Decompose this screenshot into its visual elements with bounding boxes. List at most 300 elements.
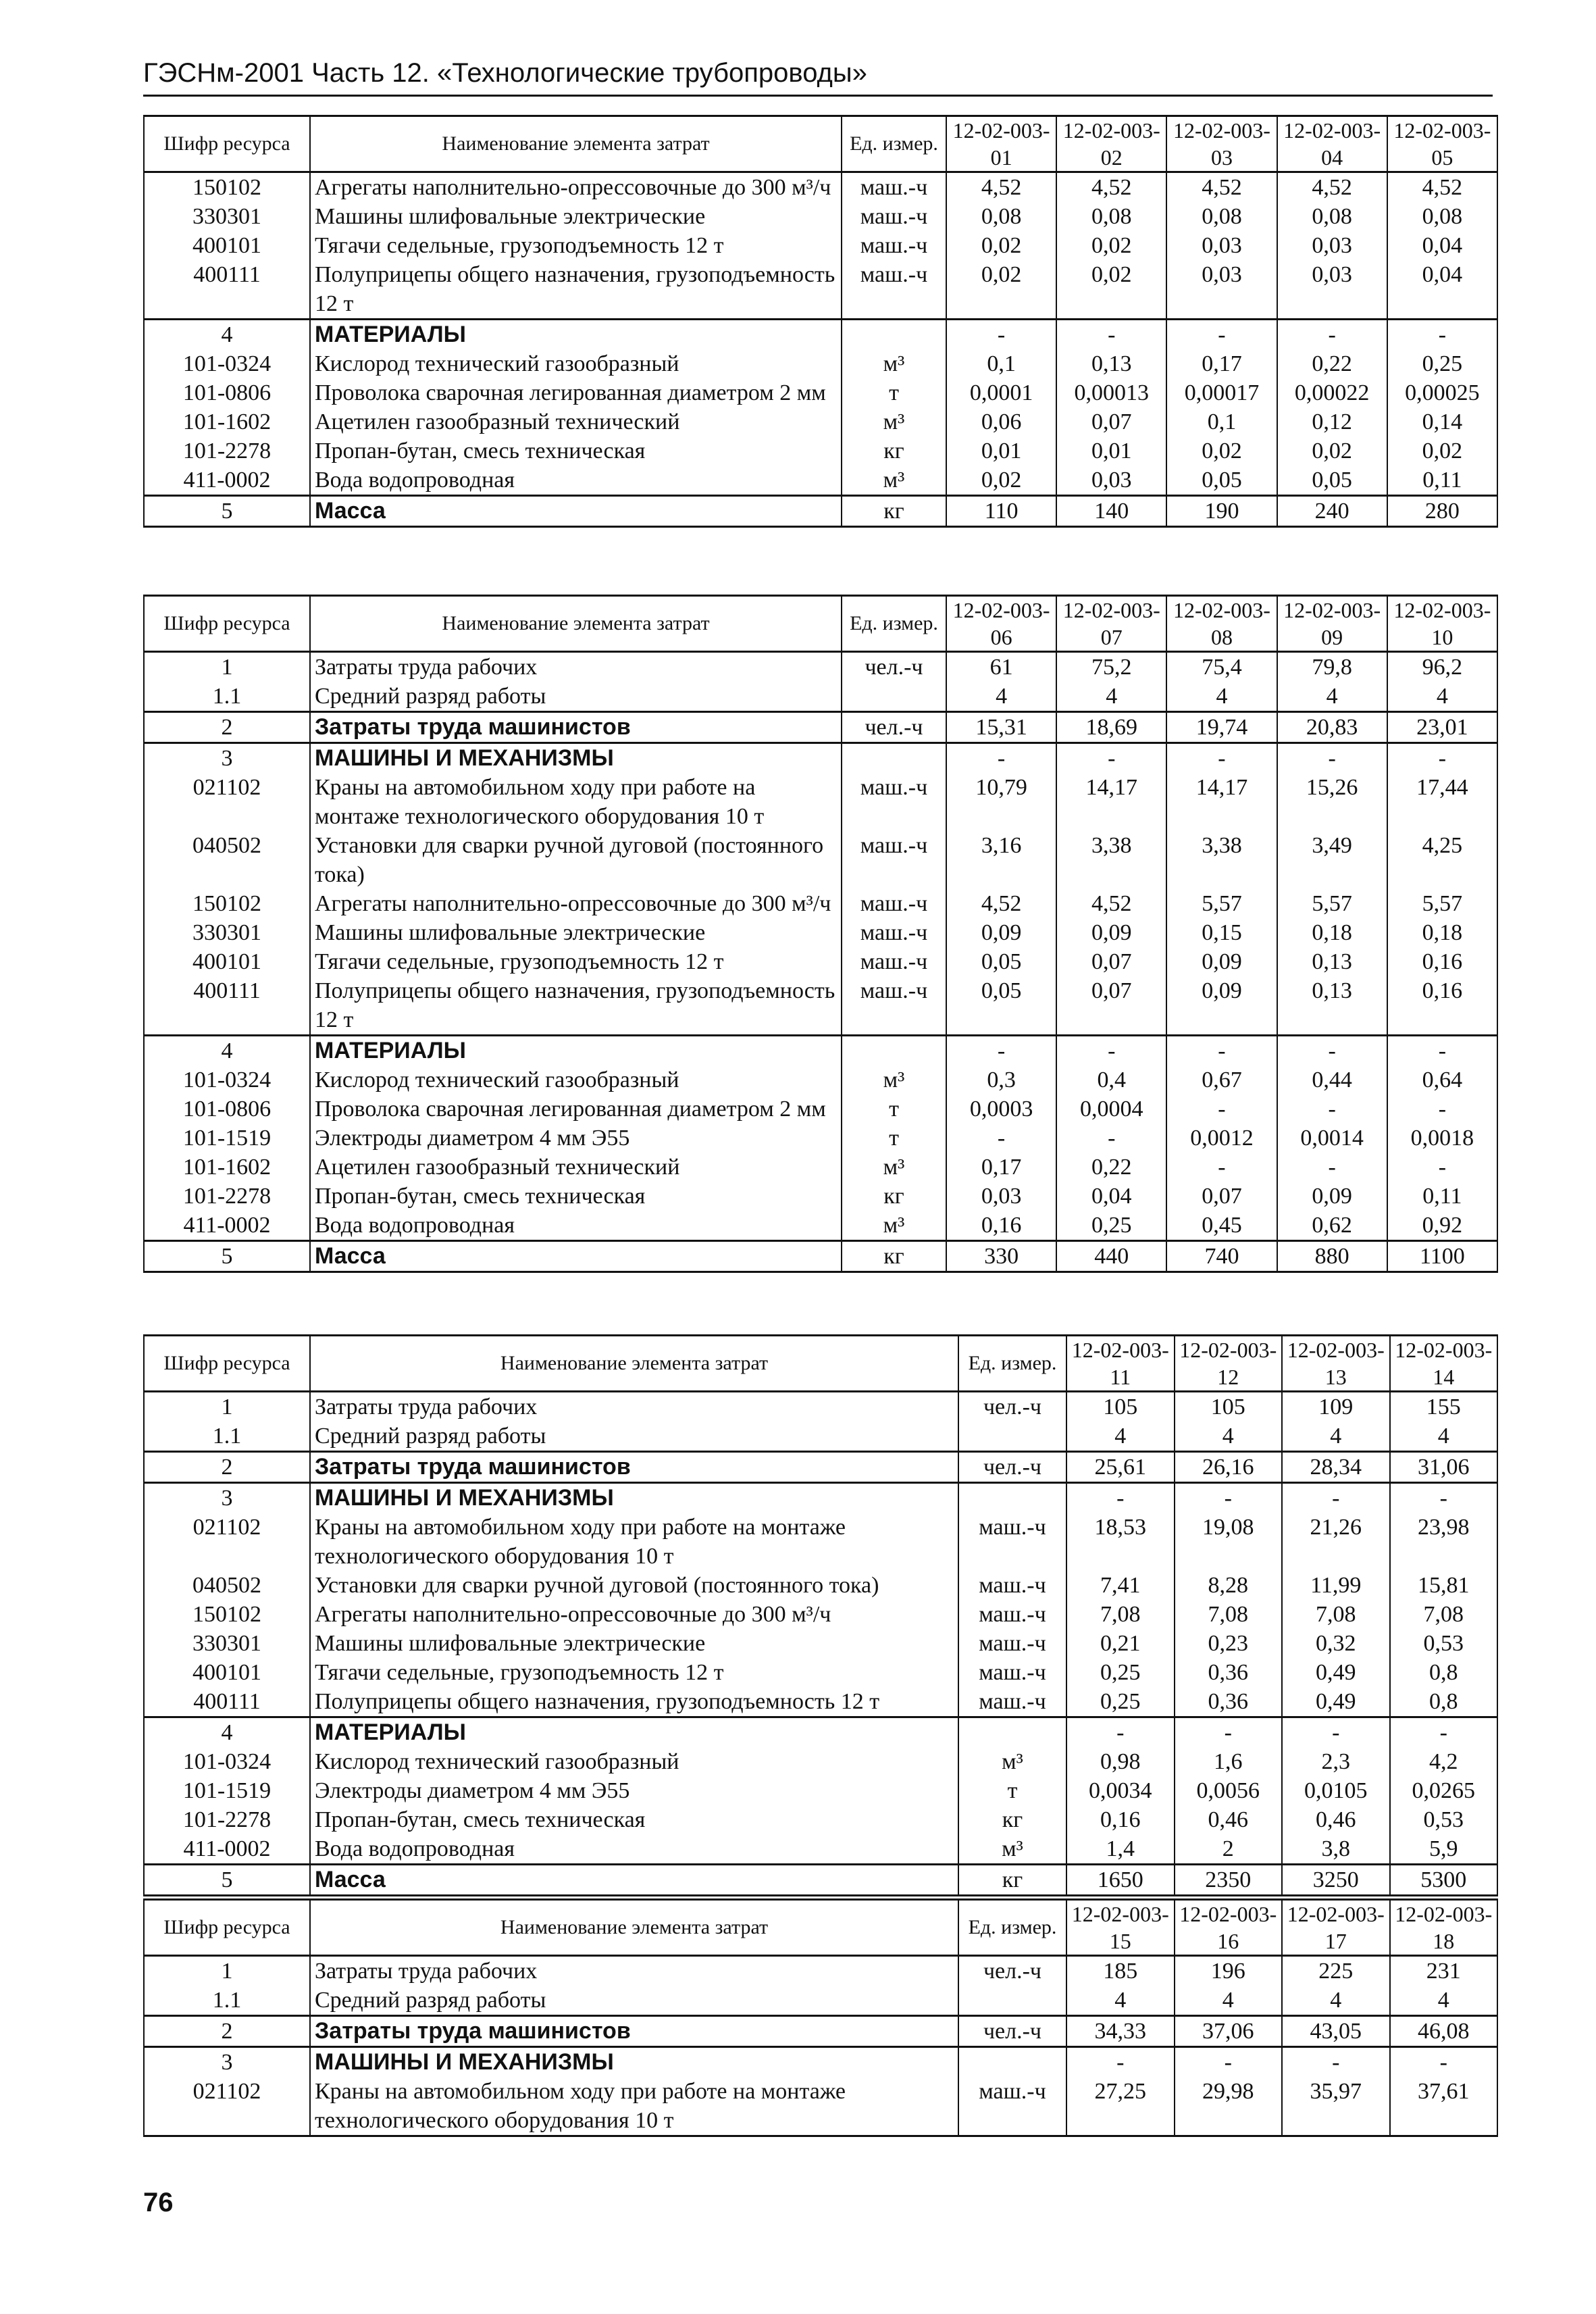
unit (842, 743, 946, 774)
resource-code: 3 (144, 1483, 310, 1513)
cost-element-name: Средний разряд работы (310, 1422, 958, 1452)
norm-value: 0,25 (1056, 1211, 1166, 1241)
norm-value: 23,01 (1387, 712, 1497, 743)
norm-value: 330 (946, 1241, 1056, 1272)
norm-value: 7,41 (1066, 1571, 1175, 1600)
header-norm-code: 12-02-003-08 (1166, 596, 1277, 652)
table-row (144, 1065, 1497, 1095)
norm-value: 37,61 (1390, 2077, 1498, 2136)
norm-value: 27,25 (1066, 2077, 1175, 2136)
unit: чел.-ч (958, 1392, 1066, 1422)
table-row (144, 1717, 1497, 1748)
resource-code: 021102 (144, 773, 310, 831)
norm-value: 0,13 (1277, 947, 1387, 976)
unit: маш.-ч (958, 1658, 1066, 1687)
header-cost-element: Наименование элемента затрат (310, 116, 842, 172)
unit: т (842, 1124, 946, 1153)
resource-code: 101-0324 (144, 349, 310, 378)
resource-code: 4 (144, 1036, 310, 1066)
cost-element-name: Установки для сварки ручной дуговой (постоянного тока) (310, 1571, 958, 1600)
norm-value: 0,92 (1387, 1211, 1497, 1241)
unit (842, 682, 946, 712)
table-row (144, 1241, 1497, 1272)
norm-value: 0,05 (946, 947, 1056, 976)
norm-value: - (1282, 1483, 1390, 1513)
cost-element-name: Затраты труда рабочих (310, 652, 842, 682)
norm-value: 0,05 (1277, 466, 1387, 496)
cost-element-name: МАТЕРИАЛЫ (310, 1036, 842, 1066)
norm-value: 0,11 (1387, 1182, 1497, 1211)
table-row (144, 1153, 1497, 1182)
norm-value: 225 (1282, 1956, 1390, 1986)
norm-value: 4,52 (946, 889, 1056, 918)
resource-code: 150102 (144, 1600, 310, 1629)
norm-value: 0,16 (946, 1211, 1056, 1241)
norm-value: 0,25 (1066, 1687, 1175, 1717)
norm-value: 4 (1066, 1986, 1175, 2016)
norm-value: - (1056, 320, 1166, 350)
resource-code: 5 (144, 496, 310, 527)
cost-element-name: Пропан-бутан, смесь техническая (310, 1182, 842, 1211)
norm-value: 3,38 (1056, 831, 1166, 889)
norm-value: - (1056, 1036, 1166, 1066)
table-row (144, 1776, 1497, 1805)
norm-value: 29,98 (1175, 2077, 1283, 2136)
resource-code: 400101 (144, 947, 310, 976)
norm-value: 4,25 (1387, 831, 1497, 889)
table-row (144, 2016, 1497, 2047)
norm-value: 4,52 (1277, 172, 1387, 203)
norm-value: 0,04 (1387, 231, 1497, 260)
resource-code: 411-0002 (144, 1834, 310, 1865)
norm-value: 0,08 (1166, 202, 1277, 231)
cost-element-name: Масса (310, 496, 842, 527)
norm-value: 0,45 (1166, 1211, 1277, 1241)
table-row (144, 320, 1497, 350)
header-norm-code: 12-02-003-11 (1066, 1336, 1175, 1392)
norm-value: 0,12 (1277, 407, 1387, 436)
unit: маш.-ч (958, 1687, 1066, 1717)
cost-element-name: Полуприцепы общего назначения, грузоподъемность 12 т (310, 260, 842, 320)
resource-code: 101-2278 (144, 1805, 310, 1834)
norm-value: 0,00013 (1056, 378, 1166, 407)
norm-value: 7,08 (1066, 1600, 1175, 1629)
norm-value: 61 (946, 652, 1056, 682)
norm-value: 4 (1387, 682, 1497, 712)
norm-value: 0,53 (1390, 1805, 1498, 1834)
norm-value: - (1387, 743, 1497, 774)
unit: м³ (842, 407, 946, 436)
norm-value: 0,13 (1056, 349, 1166, 378)
cost-element-name: Затраты труда машинистов (310, 2016, 958, 2047)
norm-value: 7,08 (1282, 1600, 1390, 1629)
norm-value: 0,02 (1166, 436, 1277, 466)
norm-value: 0,01 (946, 436, 1056, 466)
unit: кг (842, 436, 946, 466)
norm-value: 23,98 (1390, 1513, 1498, 1571)
norm-value: 0,0265 (1390, 1776, 1498, 1805)
norm-value: - (1390, 1483, 1498, 1513)
norm-value: 0,21 (1066, 1629, 1175, 1658)
norm-value: 0,16 (1066, 1805, 1175, 1834)
norm-value: 0,14 (1387, 407, 1497, 436)
unit: м³ (842, 466, 946, 496)
norm-value: 185 (1066, 1956, 1175, 1986)
header-resource-code: Шифр ресурса (144, 596, 310, 652)
cost-element-name: Кислород технический газообразный (310, 1747, 958, 1776)
resource-code: 3 (144, 2047, 310, 2078)
header-unit: Ед. измер. (958, 1336, 1066, 1392)
norm-value: - (1166, 1095, 1277, 1124)
cost-element-name: Средний разряд работы (310, 1986, 958, 2016)
unit: т (842, 378, 946, 407)
cost-element-name: Краны на автомобильном ходу при работе на монтаже технологического оборудования 10 т (310, 1513, 958, 1571)
cost-element-name: Проволока сварочная легированная диаметром 2 мм (310, 378, 842, 407)
norm-value: - (1282, 2047, 1390, 2078)
cost-element-name: Агрегаты наполнительно-опрессовочные до 300 м³/ч (310, 1600, 958, 1629)
norm-value: 4 (1175, 1986, 1283, 2016)
table-row (144, 1956, 1497, 1986)
cost-element-name: Агрегаты наполнительно-опрессовочные до 300 м³/ч (310, 172, 842, 203)
table-row (144, 1629, 1497, 1658)
norm-value: 0,02 (946, 231, 1056, 260)
table-row (144, 1600, 1497, 1629)
norm-value: 79,8 (1277, 652, 1387, 682)
resource-code: 4 (144, 320, 310, 350)
header-norm-code: 12-02-003-13 (1282, 1336, 1390, 1392)
norm-value: 0,49 (1282, 1658, 1390, 1687)
unit: маш.-ч (842, 172, 946, 203)
table-row (144, 773, 1497, 831)
table-row (144, 1747, 1497, 1776)
norm-value: 37,06 (1175, 2016, 1283, 2047)
table-header-row (144, 1900, 1497, 1956)
norm-value: 0,46 (1175, 1805, 1283, 1834)
norm-value: - (1175, 1483, 1283, 1513)
table-row (144, 1658, 1497, 1687)
norm-value: 5,57 (1277, 889, 1387, 918)
resource-code: 330301 (144, 1629, 310, 1658)
resource-code: 330301 (144, 202, 310, 231)
norm-value: 0,25 (1066, 1658, 1175, 1687)
norm-value: 0,67 (1166, 1065, 1277, 1095)
norm-value: 0,0018 (1387, 1124, 1497, 1153)
norm-value: - (1387, 1036, 1497, 1066)
table-row (144, 407, 1497, 436)
resource-code: 101-1519 (144, 1776, 310, 1805)
norm-value: 4 (1390, 1422, 1498, 1452)
table-row (144, 1095, 1497, 1124)
header-norm-code: 12-02-003-05 (1387, 116, 1497, 172)
header-norm-code: 12-02-003-07 (1056, 596, 1166, 652)
resource-code: 101-1602 (144, 1153, 310, 1182)
norm-value: 0,07 (1056, 407, 1166, 436)
table-row (144, 202, 1497, 231)
norm-value: 0,08 (1387, 202, 1497, 231)
norm-value: 0,01 (1056, 436, 1166, 466)
unit: маш.-ч (958, 1513, 1066, 1571)
norm-value: 0,17 (1166, 349, 1277, 378)
table-row (144, 682, 1497, 712)
table-row (144, 1211, 1497, 1241)
unit: т (842, 1095, 946, 1124)
norm-value: 0,02 (1387, 436, 1497, 466)
norm-value: 105 (1066, 1392, 1175, 1422)
header-resource-code: Шифр ресурса (144, 1336, 310, 1392)
norm-value: 75,2 (1056, 652, 1166, 682)
table-row (144, 831, 1497, 889)
norm-value: 0,04 (1387, 260, 1497, 320)
norm-value: - (1166, 1036, 1277, 1066)
unit: м³ (958, 1834, 1066, 1865)
norm-value: - (1277, 1095, 1387, 1124)
unit: маш.-ч (842, 831, 946, 889)
unit: маш.-ч (958, 2077, 1066, 2136)
unit (842, 320, 946, 350)
norm-value: 0,00017 (1166, 378, 1277, 407)
table-row (144, 743, 1497, 774)
norm-value: - (1166, 320, 1277, 350)
unit: маш.-ч (842, 773, 946, 831)
page-number: 76 (143, 2188, 174, 2217)
cost-element-name: Затраты труда машинистов (310, 1452, 958, 1483)
cost-element-name: Тягачи седельные, грузоподъемность 12 т (310, 1658, 958, 1687)
norm-value: 880 (1277, 1241, 1387, 1272)
header-norm-code: 12-02-003-14 (1390, 1336, 1498, 1392)
unit: м³ (842, 1153, 946, 1182)
norm-value: 0,15 (1166, 918, 1277, 947)
cost-element-name: Электроды диаметром 4 мм Э55 (310, 1124, 842, 1153)
norm-value: 4 (946, 682, 1056, 712)
norm-value: 140 (1056, 496, 1166, 527)
norm-value: - (1282, 1717, 1390, 1748)
header-norm-code: 12-02-003-15 (1066, 1900, 1175, 1956)
page-header: ГЭСНм-2001 Часть 12. «Технологические трубопроводы» (143, 54, 1493, 97)
norm-value: 1,6 (1175, 1747, 1283, 1776)
norm-value: - (1166, 1153, 1277, 1182)
norm-value: 0,08 (946, 202, 1056, 231)
table-row (144, 976, 1497, 1036)
unit (958, 1483, 1066, 1513)
norm-value: 10,79 (946, 773, 1056, 831)
table-row (144, 260, 1497, 320)
cost-element-name: Ацетилен газообразный технический (310, 1153, 842, 1182)
norm-value: - (1390, 2047, 1498, 2078)
norm-value: 1,4 (1066, 1834, 1175, 1865)
unit: маш.-ч (842, 947, 946, 976)
norm-value: 19,08 (1175, 1513, 1283, 1571)
cost-element-name: Масса (310, 1865, 958, 1896)
norm-value: 0,46 (1282, 1805, 1390, 1834)
cost-element-name: Машины шлифовальные электрические (310, 202, 842, 231)
resource-code: 3 (144, 743, 310, 774)
norm-value: 0,64 (1387, 1065, 1497, 1095)
norm-value: 7,08 (1175, 1600, 1283, 1629)
resource-code: 1 (144, 652, 310, 682)
norm-value: - (1166, 743, 1277, 774)
unit (958, 1717, 1066, 1748)
resource-code: 411-0002 (144, 1211, 310, 1241)
norm-value: 0,02 (1056, 260, 1166, 320)
cost-table-1 (143, 115, 1498, 528)
norm-value: 0,1 (1166, 407, 1277, 436)
norm-value: 0,4 (1056, 1065, 1166, 1095)
resource-code: 2 (144, 1452, 310, 1483)
norm-value: - (946, 1036, 1056, 1066)
norm-value: - (1175, 2047, 1283, 2078)
norm-value: 1650 (1066, 1865, 1175, 1896)
table-row (144, 436, 1497, 466)
cost-element-name: Полуприцепы общего назначения, грузоподъемность 12 т (310, 976, 842, 1036)
unit: чел.-ч (842, 652, 946, 682)
norm-value: 0,49 (1282, 1687, 1390, 1717)
norm-value: 0,98 (1066, 1747, 1175, 1776)
norm-value: 75,4 (1166, 652, 1277, 682)
norm-value: 4 (1282, 1986, 1390, 2016)
unit: маш.-ч (842, 976, 946, 1036)
cost-table-2 (143, 595, 1498, 1273)
table-row (144, 1124, 1497, 1153)
table-row (144, 1036, 1497, 1066)
header-resource-code: Шифр ресурса (144, 1900, 310, 1956)
norm-value: 0,09 (1056, 918, 1166, 947)
norm-value: 1100 (1387, 1241, 1497, 1272)
resource-code: 021102 (144, 2077, 310, 2136)
norm-value: 7,08 (1390, 1600, 1498, 1629)
table-row (144, 1834, 1497, 1865)
cost-element-name: МАШИНЫ И МЕХАНИЗМЫ (310, 2047, 958, 2078)
header-norm-code: 12-02-003-02 (1056, 116, 1166, 172)
norm-value: 0,44 (1277, 1065, 1387, 1095)
table-row (144, 1687, 1497, 1717)
unit: чел.-ч (958, 2016, 1066, 2047)
norm-value: 109 (1282, 1392, 1390, 1422)
norm-value: 0,8 (1390, 1687, 1498, 1717)
norm-value: 4 (1066, 1422, 1175, 1452)
header-norm-code: 12-02-003-12 (1175, 1336, 1283, 1392)
norm-value: 17,44 (1387, 773, 1497, 831)
norm-value: 5,9 (1390, 1834, 1498, 1865)
norm-value: 18,53 (1066, 1513, 1175, 1571)
header-unit: Ед. измер. (842, 116, 946, 172)
table-row (144, 231, 1497, 260)
header-unit: Ед. измер. (842, 596, 946, 652)
norm-value: 0,09 (1277, 1182, 1387, 1211)
unit: маш.-ч (842, 231, 946, 260)
norm-value: 15,81 (1390, 1571, 1498, 1600)
norm-value: 0,05 (946, 976, 1056, 1036)
cost-element-name: Проволока сварочная легированная диаметром 2 мм (310, 1095, 842, 1124)
norm-value: - (1277, 1153, 1387, 1182)
norm-value: - (1056, 743, 1166, 774)
cost-element-name: Краны на автомобильном ходу при работе на монтаже технологического оборудования 10 т (310, 773, 842, 831)
cost-element-name: Агрегаты наполнительно-опрессовочные до 300 м³/ч (310, 889, 842, 918)
table-row (144, 2047, 1497, 2078)
resource-code: 101-0806 (144, 1095, 310, 1124)
table-row (144, 1422, 1497, 1452)
norm-value: 11,99 (1282, 1571, 1390, 1600)
norm-value: 0,08 (1277, 202, 1387, 231)
unit (958, 1422, 1066, 1452)
header-norm-code: 12-02-003-16 (1175, 1900, 1283, 1956)
cost-element-name: Тягачи седельные, грузоподъемность 12 т (310, 231, 842, 260)
resource-code: 021102 (144, 1513, 310, 1571)
cost-element-name: МАТЕРИАЛЫ (310, 320, 842, 350)
resource-code: 101-1519 (144, 1124, 310, 1153)
norm-value: 4 (1056, 682, 1166, 712)
norm-value: 3,8 (1282, 1834, 1390, 1865)
norm-value: 20,83 (1277, 712, 1387, 743)
cost-element-name: Ацетилен газообразный технический (310, 407, 842, 436)
norm-value: - (1387, 1153, 1497, 1182)
unit (842, 1036, 946, 1066)
norm-value: 0,03 (1277, 231, 1387, 260)
norm-value: 0,07 (1166, 1182, 1277, 1211)
norm-value: 46,08 (1390, 2016, 1498, 2047)
norm-value: 26,16 (1175, 1452, 1283, 1483)
resource-code: 2 (144, 2016, 310, 2047)
norm-value: 0,0034 (1066, 1776, 1175, 1805)
norm-value: 0,02 (1277, 436, 1387, 466)
cost-element-name: Затраты труда рабочих (310, 1956, 958, 1986)
header-unit: Ед. измер. (958, 1900, 1066, 1956)
norm-value: 2 (1175, 1834, 1283, 1865)
resource-code: 150102 (144, 889, 310, 918)
norm-value: 0,0004 (1056, 1095, 1166, 1124)
norm-value: 4 (1390, 1986, 1498, 2016)
header-norm-code: 12-02-003-04 (1277, 116, 1387, 172)
norm-value: 0,04 (1056, 1182, 1166, 1211)
norm-value: 0,1 (946, 349, 1056, 378)
resource-code: 040502 (144, 1571, 310, 1600)
cost-element-name: Вода водопроводная (310, 1211, 842, 1241)
unit: маш.-ч (842, 889, 946, 918)
resource-code: 1 (144, 1956, 310, 1986)
norm-value: 2,3 (1282, 1747, 1390, 1776)
norm-value: 0,3 (946, 1065, 1056, 1095)
header-resource-code: Шифр ресурса (144, 116, 310, 172)
norm-value: 31,06 (1390, 1452, 1498, 1483)
header-norm-code: 12-02-003-09 (1277, 596, 1387, 652)
table-row (144, 1513, 1497, 1571)
cost-element-name: МАТЕРИАЛЫ (310, 1717, 958, 1748)
unit: кг (842, 1182, 946, 1211)
resource-code: 1.1 (144, 1986, 310, 2016)
unit: чел.-ч (958, 1452, 1066, 1483)
cost-element-name: Затраты труда машинистов (310, 712, 842, 743)
norm-value: 0,22 (1277, 349, 1387, 378)
unit: маш.-ч (958, 1600, 1066, 1629)
cost-element-name: Вода водопроводная (310, 1834, 958, 1865)
header-norm-code: 12-02-003-01 (946, 116, 1056, 172)
norm-value: 0,18 (1277, 918, 1387, 947)
norm-value: - (946, 320, 1056, 350)
header-cost-element: Наименование элемента затрат (310, 596, 842, 652)
norm-value: 4,52 (1056, 172, 1166, 203)
norm-value: 0,0014 (1277, 1124, 1387, 1153)
unit: маш.-ч (842, 202, 946, 231)
table-row (144, 349, 1497, 378)
table-row (144, 712, 1497, 743)
cost-element-name: Машины шлифовальные электрические (310, 918, 842, 947)
norm-value: 5,57 (1387, 889, 1497, 918)
table-row (144, 1805, 1497, 1834)
norm-value: 231 (1390, 1956, 1498, 1986)
norm-value: 440 (1056, 1241, 1166, 1272)
resource-code: 2 (144, 712, 310, 743)
norm-value: 0,18 (1387, 918, 1497, 947)
cost-element-name: Пропан-бутан, смесь техническая (310, 1805, 958, 1834)
